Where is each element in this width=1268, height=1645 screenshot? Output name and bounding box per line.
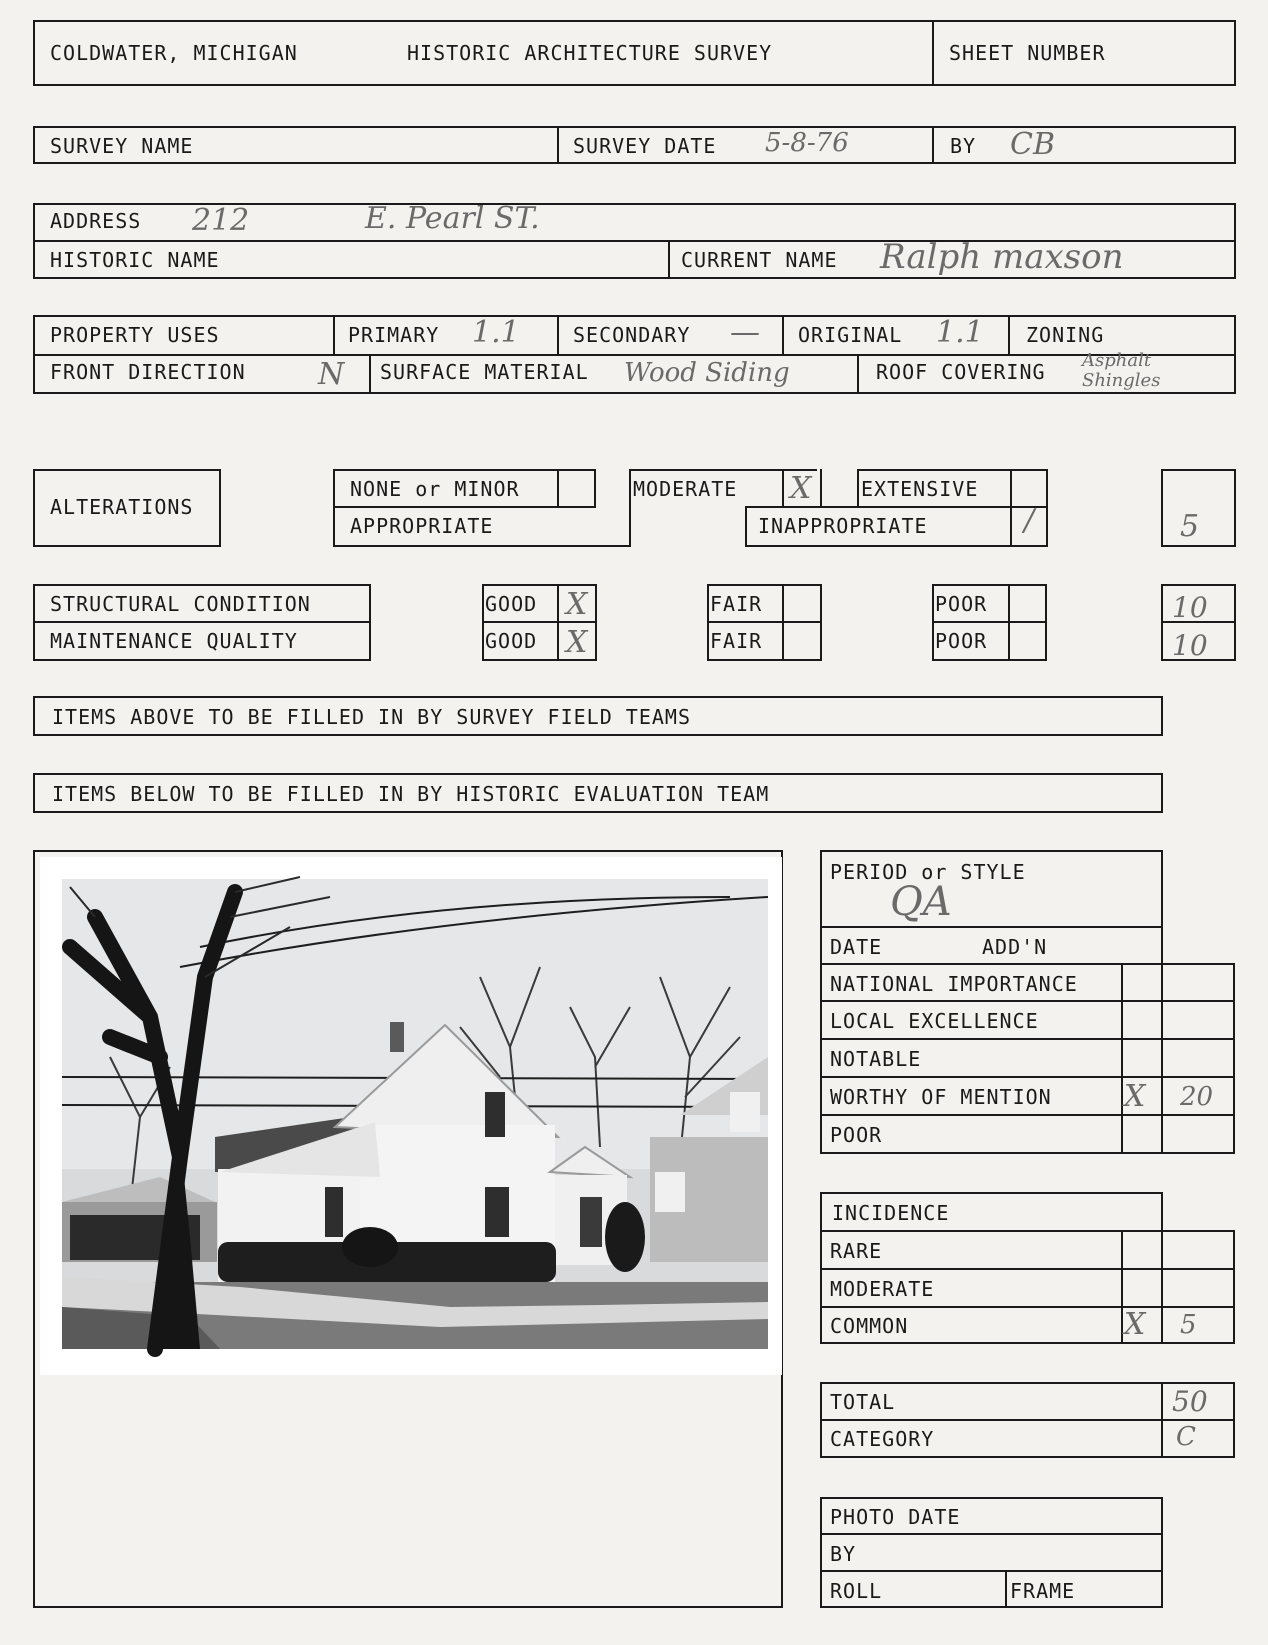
maintenance-score: 10: [1172, 629, 1208, 662]
extensive-label: EXTENSIVE: [861, 477, 979, 501]
address-label: ADDRESS: [50, 209, 142, 233]
period-style-label: PERIOD or STYLE: [830, 860, 1026, 884]
none-or-minor-label: NONE or MINOR: [350, 477, 520, 501]
roof-covering-value-1: Asphalt: [1082, 350, 1152, 371]
appropriate-label: APPROPRIATE: [350, 514, 494, 538]
survey-name-label: SURVEY NAME: [50, 134, 194, 158]
survey-by-value: CB: [1010, 127, 1055, 162]
survey-date-label: SURVEY DATE: [573, 134, 717, 158]
structural-good-label: GOOD: [485, 592, 538, 616]
front-direction-value: N: [318, 357, 345, 392]
common-label: COMMON: [830, 1314, 909, 1338]
zoning-label: ZONING: [1026, 323, 1105, 347]
common-score: 5: [1180, 1310, 1197, 1340]
common-mark: X: [1124, 1307, 1146, 1342]
moderate-label: MODERATE: [633, 477, 738, 501]
structural-fair-label: FAIR: [710, 592, 763, 616]
secondary-label: SECONDARY: [573, 323, 691, 347]
current-name-value: Ralph maxson: [880, 237, 1124, 277]
structural-good-mark: X: [566, 587, 588, 622]
addn-label: ADD'N: [982, 935, 1048, 959]
roof-covering-value-2: Shingles: [1082, 370, 1161, 391]
maintenance-good-mark: X: [566, 625, 588, 660]
inappropriate-mark: /: [1024, 503, 1035, 538]
alterations-score: 5: [1180, 509, 1200, 544]
incidence-moderate-label: MODERATE: [830, 1277, 935, 1301]
evaluation-poor-label: POOR: [830, 1123, 883, 1147]
maintenance-fair-label: FAIR: [710, 629, 763, 653]
current-name-label: CURRENT NAME: [681, 248, 838, 272]
structural-poor-label: POOR: [935, 592, 988, 616]
header-city: COLDWATER, MICHIGAN: [50, 41, 298, 65]
total-label: TOTAL: [830, 1390, 896, 1414]
secondary-value: —: [730, 315, 760, 350]
address-street: E. Pearl ST.: [365, 201, 540, 236]
house-photo-image: [40, 857, 782, 1375]
national-importance-label: NATIONAL IMPORTANCE: [830, 972, 1078, 996]
survey-date-value: 5-8-76: [765, 128, 849, 158]
local-excellence-label: LOCAL EXCELLENCE: [830, 1009, 1039, 1033]
worthy-score: 20: [1180, 1082, 1214, 1112]
header-title: HISTORIC ARCHITECTURE SURVEY: [407, 41, 773, 65]
original-value: 1.1: [936, 315, 984, 350]
surface-material-label: SURFACE MATERIAL: [380, 360, 589, 384]
rare-label: RARE: [830, 1239, 883, 1263]
address-number: 212: [192, 203, 250, 238]
total-value: 50: [1172, 1385, 1208, 1418]
property-uses-label: PROPERTY USES: [50, 323, 220, 347]
maintenance-poor-label: POOR: [935, 629, 988, 653]
frame-label: FRAME: [1010, 1579, 1076, 1603]
structural-score: 10: [1172, 591, 1208, 624]
photo-by-label: BY: [830, 1542, 857, 1566]
maintenance-quality-label: MAINTENANCE QUALITY: [50, 629, 298, 653]
structural-condition-label: STRUCTURAL CONDITION: [50, 592, 311, 616]
period-style-value: QA: [890, 879, 952, 925]
historic-name-label: HISTORIC NAME: [50, 248, 220, 272]
date-label: DATE: [830, 935, 883, 959]
category-label: CATEGORY: [830, 1427, 935, 1451]
maintenance-good-label: GOOD: [485, 629, 538, 653]
survey-by-label: BY: [950, 134, 977, 158]
worthy-mark: X: [1124, 1079, 1146, 1114]
roof-covering-label: ROOF COVERING: [876, 360, 1046, 384]
primary-label: PRIMARY: [348, 323, 440, 347]
notable-label: NOTABLE: [830, 1047, 922, 1071]
house-photo: [40, 857, 782, 1375]
original-label: ORIGINAL: [798, 323, 903, 347]
front-direction-label: FRONT DIRECTION: [50, 360, 246, 384]
below-note: ITEMS BELOW TO BE FILLED IN BY HISTORIC EVALUATION TEAM: [52, 782, 770, 806]
sheet-number-label: SHEET NUMBER: [949, 41, 1106, 65]
above-note: ITEMS ABOVE TO BE FILLED IN BY SURVEY FIELD TEAMS: [52, 705, 692, 729]
photo-date-label: PHOTO DATE: [830, 1505, 961, 1529]
incidence-label: INCIDENCE: [832, 1201, 950, 1225]
worthy-of-mention-label: WORTHY OF MENTION: [830, 1085, 1052, 1109]
inappropriate-label: INAPPROPRIATE: [758, 514, 928, 538]
surface-material-value: Wood Siding: [624, 358, 790, 388]
primary-value: 1.1: [472, 315, 520, 350]
moderate-mark: X: [790, 471, 812, 506]
alterations-label: ALTERATIONS: [50, 495, 194, 519]
category-value: C: [1176, 1422, 1196, 1452]
roll-label: ROLL: [830, 1579, 883, 1603]
